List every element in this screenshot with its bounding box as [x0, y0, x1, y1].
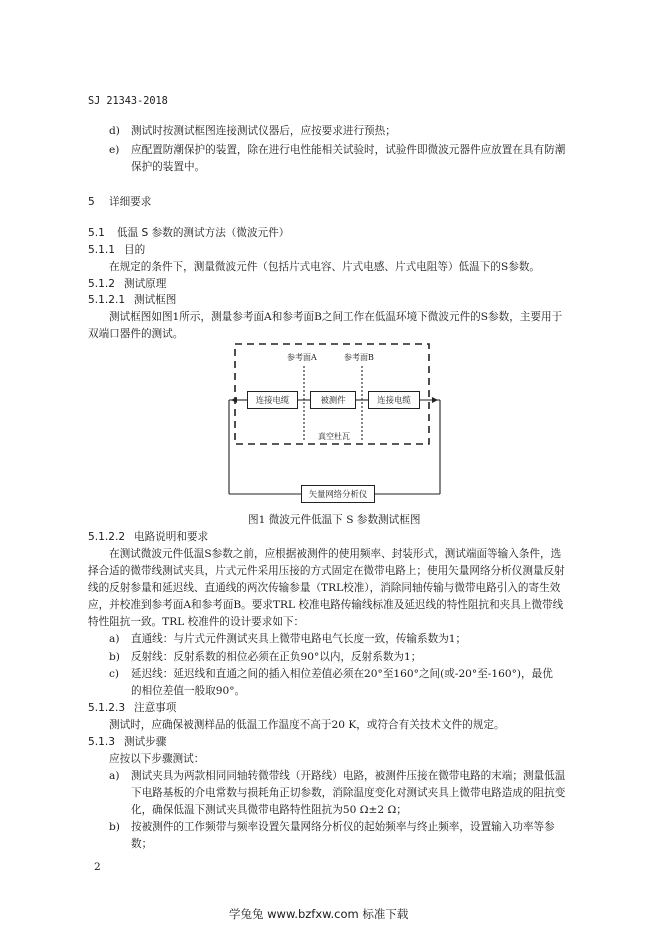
list-item-text: 按被测件的工作频带与频率设置矢量网络分析仪的起始频率与终止频率，设置输入功率等参 [131, 821, 555, 833]
paragraph-line: 双端口器件的测试。 [88, 328, 184, 340]
vacuum-chamber-label: 真空杜瓦 [318, 432, 350, 441]
list-item-text: 直通线：与片式元件测试夹具上微带电路电气长度一致，传输系数为1； [131, 633, 467, 645]
list-item-text: 的相位差值一般取90°。 [131, 685, 246, 697]
paragraph-line: 测试框图如图1所示，测量参考面A和参考面B之间工作在低温环境下微波元件的S参数，主要用于 [109, 311, 563, 323]
list-marker: e) [109, 144, 120, 156]
list-item-text: 保护的装置中。 [131, 161, 206, 173]
reference-plane-a-label: 参考面A [287, 353, 317, 362]
section-number: 5.1.3 [88, 736, 115, 748]
vna-box: 矢量网络分析仪 [301, 485, 375, 503]
list-item-text: 测试时按测试框图连接测试仪器后，应按要求进行预热； [131, 125, 396, 137]
paragraph-line: 择合适的微带线测试夹具，片式元件采用压接的方式固定在微带电路上；使用矢量网络分析仪测量反射 [88, 565, 565, 577]
section-number: 5.1.2.3 [88, 702, 126, 714]
section-number: 5.1.1 [88, 244, 115, 256]
list-marker: a) [109, 770, 120, 782]
section-title: 注意事项 [134, 702, 177, 714]
list-item-text: 化，确保低温下测试夹具微带电路特性阻抗为50 Ω±2 Ω； [131, 804, 407, 816]
list-item-text: 延迟线：延迟线和直通之间的插入相位差值必须在20°至160°之间(或-20°至-160°)，最优 [131, 668, 553, 680]
list-marker: b) [109, 651, 120, 663]
section-title: 详细要求 [109, 196, 152, 208]
section-title: 目的 [124, 244, 146, 256]
section-title: 测试步骤 [124, 736, 167, 748]
section-number: 5 [88, 196, 95, 208]
paragraph-line: 应按以下步骤测试： [109, 753, 205, 765]
figure-caption: 图1 微波元件低温下 S 参数测试框图 [248, 514, 421, 526]
cable-right-box: 连接电缆 [368, 391, 420, 409]
list-marker: c) [109, 668, 120, 680]
paragraph-line: 线的反射参量和延迟线、直通线的两次传输参量（TRL校准），消除同轴传输与微带电路引入的寄生效 [88, 582, 561, 594]
paragraph-line: 在规定的条件下，测量微波元件（包括片式电容、片式电感、片式电阻等）低温下的S参数。 [109, 261, 541, 273]
section-number: 5.1.2.2 [88, 531, 126, 543]
section-number: 5.1 [88, 227, 105, 239]
page-number: 2 [94, 861, 101, 873]
section-number: 5.1.2 [88, 278, 115, 290]
standard-id: SJ 21343-2018 [88, 96, 168, 107]
list-item-text: 数； [131, 838, 153, 850]
watermark-footer: 学兔兔 www.bzfxw.com 标准下载 [229, 907, 409, 921]
reference-plane-b-label: 参考面B [344, 353, 374, 362]
list-item-text: 反射线：反射系数的相位必须在正负90°以内，反射系数为1； [131, 651, 422, 663]
list-item-text: 应配置防潮保护的装置，除在进行电性能相关试验时，试验件即微波元器件应放置在具有防潮 [131, 144, 566, 156]
paragraph-line: 特性阻抗一致。TRL 校准件的设计要求如下： [88, 616, 305, 628]
list-marker: b) [109, 821, 120, 833]
paragraph-line: 在测试微波元件低温S参数之前，应根据被测件的使用频率、封装形式，测试端面等输入条件，选 [109, 548, 562, 560]
list-item-text: 下电路基板的介电常数与损耗角正切参数，消除温度变化对测试夹具上微带电路造成的阻抗变 [131, 787, 566, 799]
list-item-text: 测试夹具为两款相同同轴转微带线（开路线）电路，被测件压接在微带电路的末端；测量低温 [131, 770, 566, 782]
list-marker: d) [109, 125, 120, 137]
cable-left-box: 连接电缆 [247, 391, 298, 409]
section-title: 电路说明和要求 [134, 531, 209, 543]
dut-box: 被测件 [310, 391, 356, 409]
paragraph-line: 测试时，应确保被测样品的低温工作温度不高于20 K，或符合有关技术文件的规定。 [109, 719, 505, 731]
section-title: 测试框图 [134, 294, 177, 306]
paragraph-line: 应，并校准到参考面A和参考面B。要求TRL 校准电路传输线标准及延迟线的特性阻抗和夹具上微带线 [88, 599, 564, 611]
section-number: 5.1.2.1 [88, 294, 126, 306]
list-marker: a) [109, 633, 120, 645]
section-title: 测试原理 [124, 278, 167, 290]
section-title: 低温 S 参数的测试方法（微波元件） [117, 227, 290, 239]
